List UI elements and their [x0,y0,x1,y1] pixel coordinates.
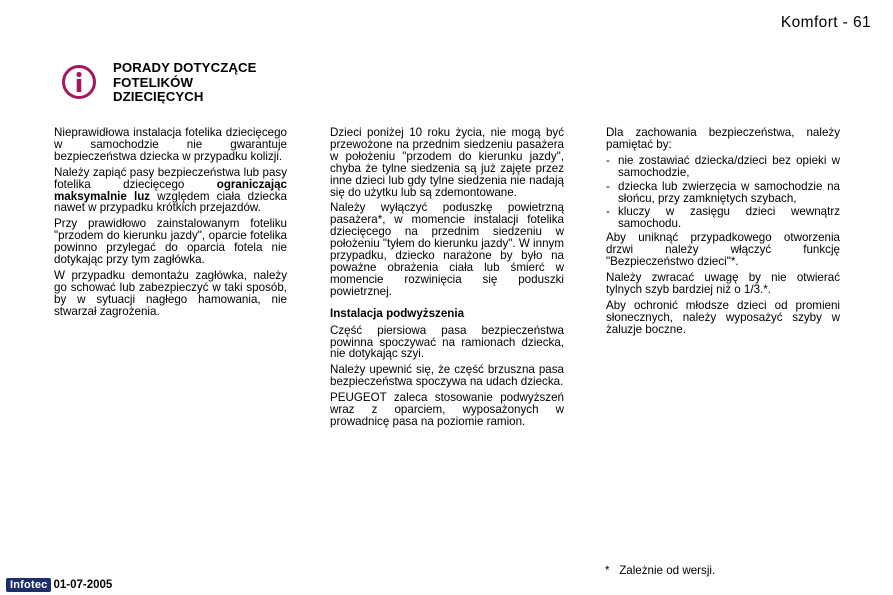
paragraph: W przypadku demontażu zagłówka, należy go schować lub zabezpieczyć w taki sposób, by w sytuacji nagłego hamowania, nie stwarzał zagrożenia. [54,268,287,318]
paragraph: Przy prawidłowo zainstalowanym foteliku "przodem do kierunku jazdy", oparcie fotelika powinno przylegać do oparcia fotela nie dotykając przy tym zagłówka. [54,217,287,267]
paragraph: PEUGEOT zaleca stosowanie podwyższeń wraz z oparciem, wyposażonych w prowadnicę pasa na poziomie ramion. [330,391,564,428]
paragraph: Należy wyłączyć poduszkę powietrzną pasażera*, w momencie instalacji fotelika dziecięcego na przednim siedzeniu w położeniu "tyłem do kierunku jazdy". W innym przypadku, dziecko narażone by było na poważne obrażenia ciała lub śmierć w momencie rozwinięcia się poduszki powietrznej. [330,201,564,298]
column-1 [54,127,287,322]
footer [6,578,112,592]
paragraph: Dzieci poniżej 10 roku życia, nie mogą być przewożone na przednim siedzeniu pasażera w położeniu "przodem do kierunku jazdy", chyba że tylne siedzenia są już zajęte przez inne dzieci lub gdy tylne siedzenia nie nadają się do użytku lub są zdemontowane. [330,126,564,199]
column-3 [606,127,840,340]
section-title: PORADY DOTYCZĄCE FOTELIKÓW DZIECIĘCYCH [113,60,257,104]
footer-date: 01-07-2005 [53,579,113,591]
paragraph: Nieprawidłowa instalacja fotelika dziecięcego w samochodzie nie gwarantuje bezpieczeństwa dziecka w przypadku kolizji. [54,126,287,163]
paragraph [54,167,287,215]
infotec-logo: Infotec [6,578,51,592]
paragraph: Aby uniknąć przypadkowego otworzenia drzwi należy włączyć funkcję "Bezpieczeństwo dzieci"*. [606,231,840,269]
paragraph: Dla zachowania bezpieczeństwa, należy pamiętać by: [606,126,840,151]
list-item: - kluczy w zasięgu dzieci wewnątrz samochodu. [606,206,840,230]
text: Należy zapiąć pasy bezpieczeństwa lub pasy fotelika dziecięcego [54,165,287,191]
list-item: - dziecka lub zwierzęcia w samochodzie na słońcu, przy zamkniętych szybach, [606,181,840,205]
footnote [605,564,715,577]
footnote-marker: * [605,564,610,577]
paragraph: Należy zwracać uwagę by nie otwierać tylnych szyb bardziej niż o 1/3.*. [606,270,840,296]
emphasis-text: ograniczając maksymalnie luz [54,177,287,203]
paragraph: Aby ochronić młodsze dzieci od promieni słonecznych, należy wyposażyć szyby w żaluzje boczne. [606,298,840,336]
subheading: Instalacja podwyższenia [330,306,465,320]
text: względem ciała dziecka nawet w przypadku krótkich przejazdów. [54,189,287,215]
paragraph: Część piersiowa pasa bezpieczeństwa powinna spoczywać na ramionach dziecka, nie dotykając szyi. [330,323,564,361]
page-header: Komfort - 61 [780,14,871,31]
bullet-list [606,155,840,230]
list-item: - nie zostawiać dziecka/dzieci bez opieki w samochodzie, [606,155,840,179]
footnote-text: Zależnie od wersji. [619,564,716,577]
paragraph: Należy upewnić się, że część brzuszna pasa bezpieczeństwa spoczywa na udach dziecka. [330,363,564,389]
column-2 [330,127,564,432]
info-icon [61,64,97,100]
